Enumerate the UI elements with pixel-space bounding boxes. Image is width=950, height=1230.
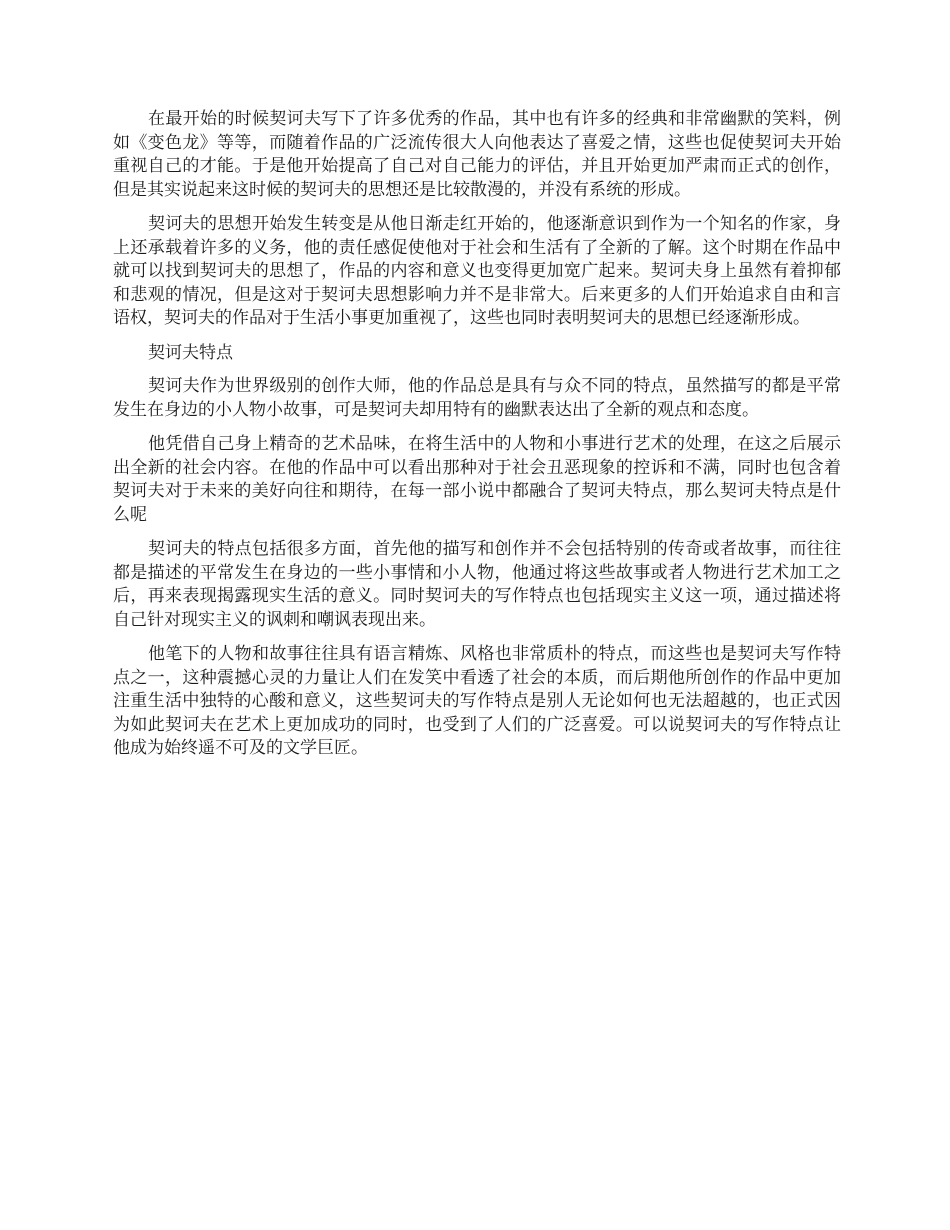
section-heading: 契诃夫特点 — [148, 342, 233, 363]
paragraph-realism: 契诃夫的特点包括很多方面，首先他的描写和创作并不会包括特别的传奇或者故事，而往往都是描述的平常发生在身边的一些小事情和小人物，他通过将这些故事或者人物进行艺术加工之后，再来表现揭露现实生活的意义。同时契诃夫的写作特点也包括现实主义这一项，通过描述将自己针对现实主义的讽刺和嘲讽表现出来。 — [113, 539, 841, 630]
paragraph-master-features: 契诃夫作为世界级别的创作大师，他的作品总是具有与众不同的特点，虽然描写的都是平常发生在身边的小人物小故事，可是契诃夫却用特有的幽默表达出了全新的观点和态度。 — [113, 376, 841, 420]
paragraph-writing-style: 他笔下的人物和故事往往具有语言精炼、风格也非常质朴的特点，而这些也是契诃夫写作特点之一，这种震撼心灵的力量让人们在发笑中看透了社会的本质，而后期他所创作的作品中更加注重生活中独特的心酸和意义，这些契诃夫的写作特点是别人无论如何也无法超越的，也正式因为如此契诃夫在艺术上更加成功的同时，也受到了人们的广泛喜爱。可以说契诃夫的写作特点让他成为始终遥不可及的文学巨匠。 — [113, 644, 841, 758]
paragraph-thought-transformation: 契诃夫的思想开始发生转变是从他日渐走红开始的，他逐渐意识到作为一个知名的作家，身上还承载着许多的义务，他的责任感促使他对于社会和生活有了全新的了解。这个时期在作品中就可以找到契诃夫的思想了，作品的内容和意义也变得更加宽广起来。契诃夫身上虽然有着抑郁和悲观的情况，但是这对于契诃夫思想影响力并不是非常大。后来更多的人们开始追求自由和言语权，契诃夫的作品对于生活小事更加重视了，这些也同时表明契诃夫的思想已经逐渐形成。 — [113, 214, 841, 328]
paragraph-artistic-taste: 他凭借自己身上精奇的艺术品味，在将生活中的人物和小事进行艺术的处理，在这之后展示出全新的社会内容。在他的作品中可以看出那种对于社会丑恶现象的控诉和不满，同时也包含着契诃夫对于未来的美好向往和期待，在每一部小说中都融合了契诃夫特点，那么契诃夫特点是什么呢 — [113, 434, 841, 525]
paragraph-early-works: 在最开始的时候契诃夫写下了许多优秀的作品，其中也有许多的经典和非常幽默的笑料，例如《变色龙》等等，而随着作品的广泛流传很大人向他表达了喜爱之情，这些也促使契诃夫开始重视自己的才能。于是他开始提高了自己对自己能力的评估，并且开始更加严肃而正式的创作，但是其实说起来这时候的契诃夫的思想还是比较散漫的，并没有系统的形成。 — [113, 109, 841, 200]
document-page — [113, 108, 841, 772]
